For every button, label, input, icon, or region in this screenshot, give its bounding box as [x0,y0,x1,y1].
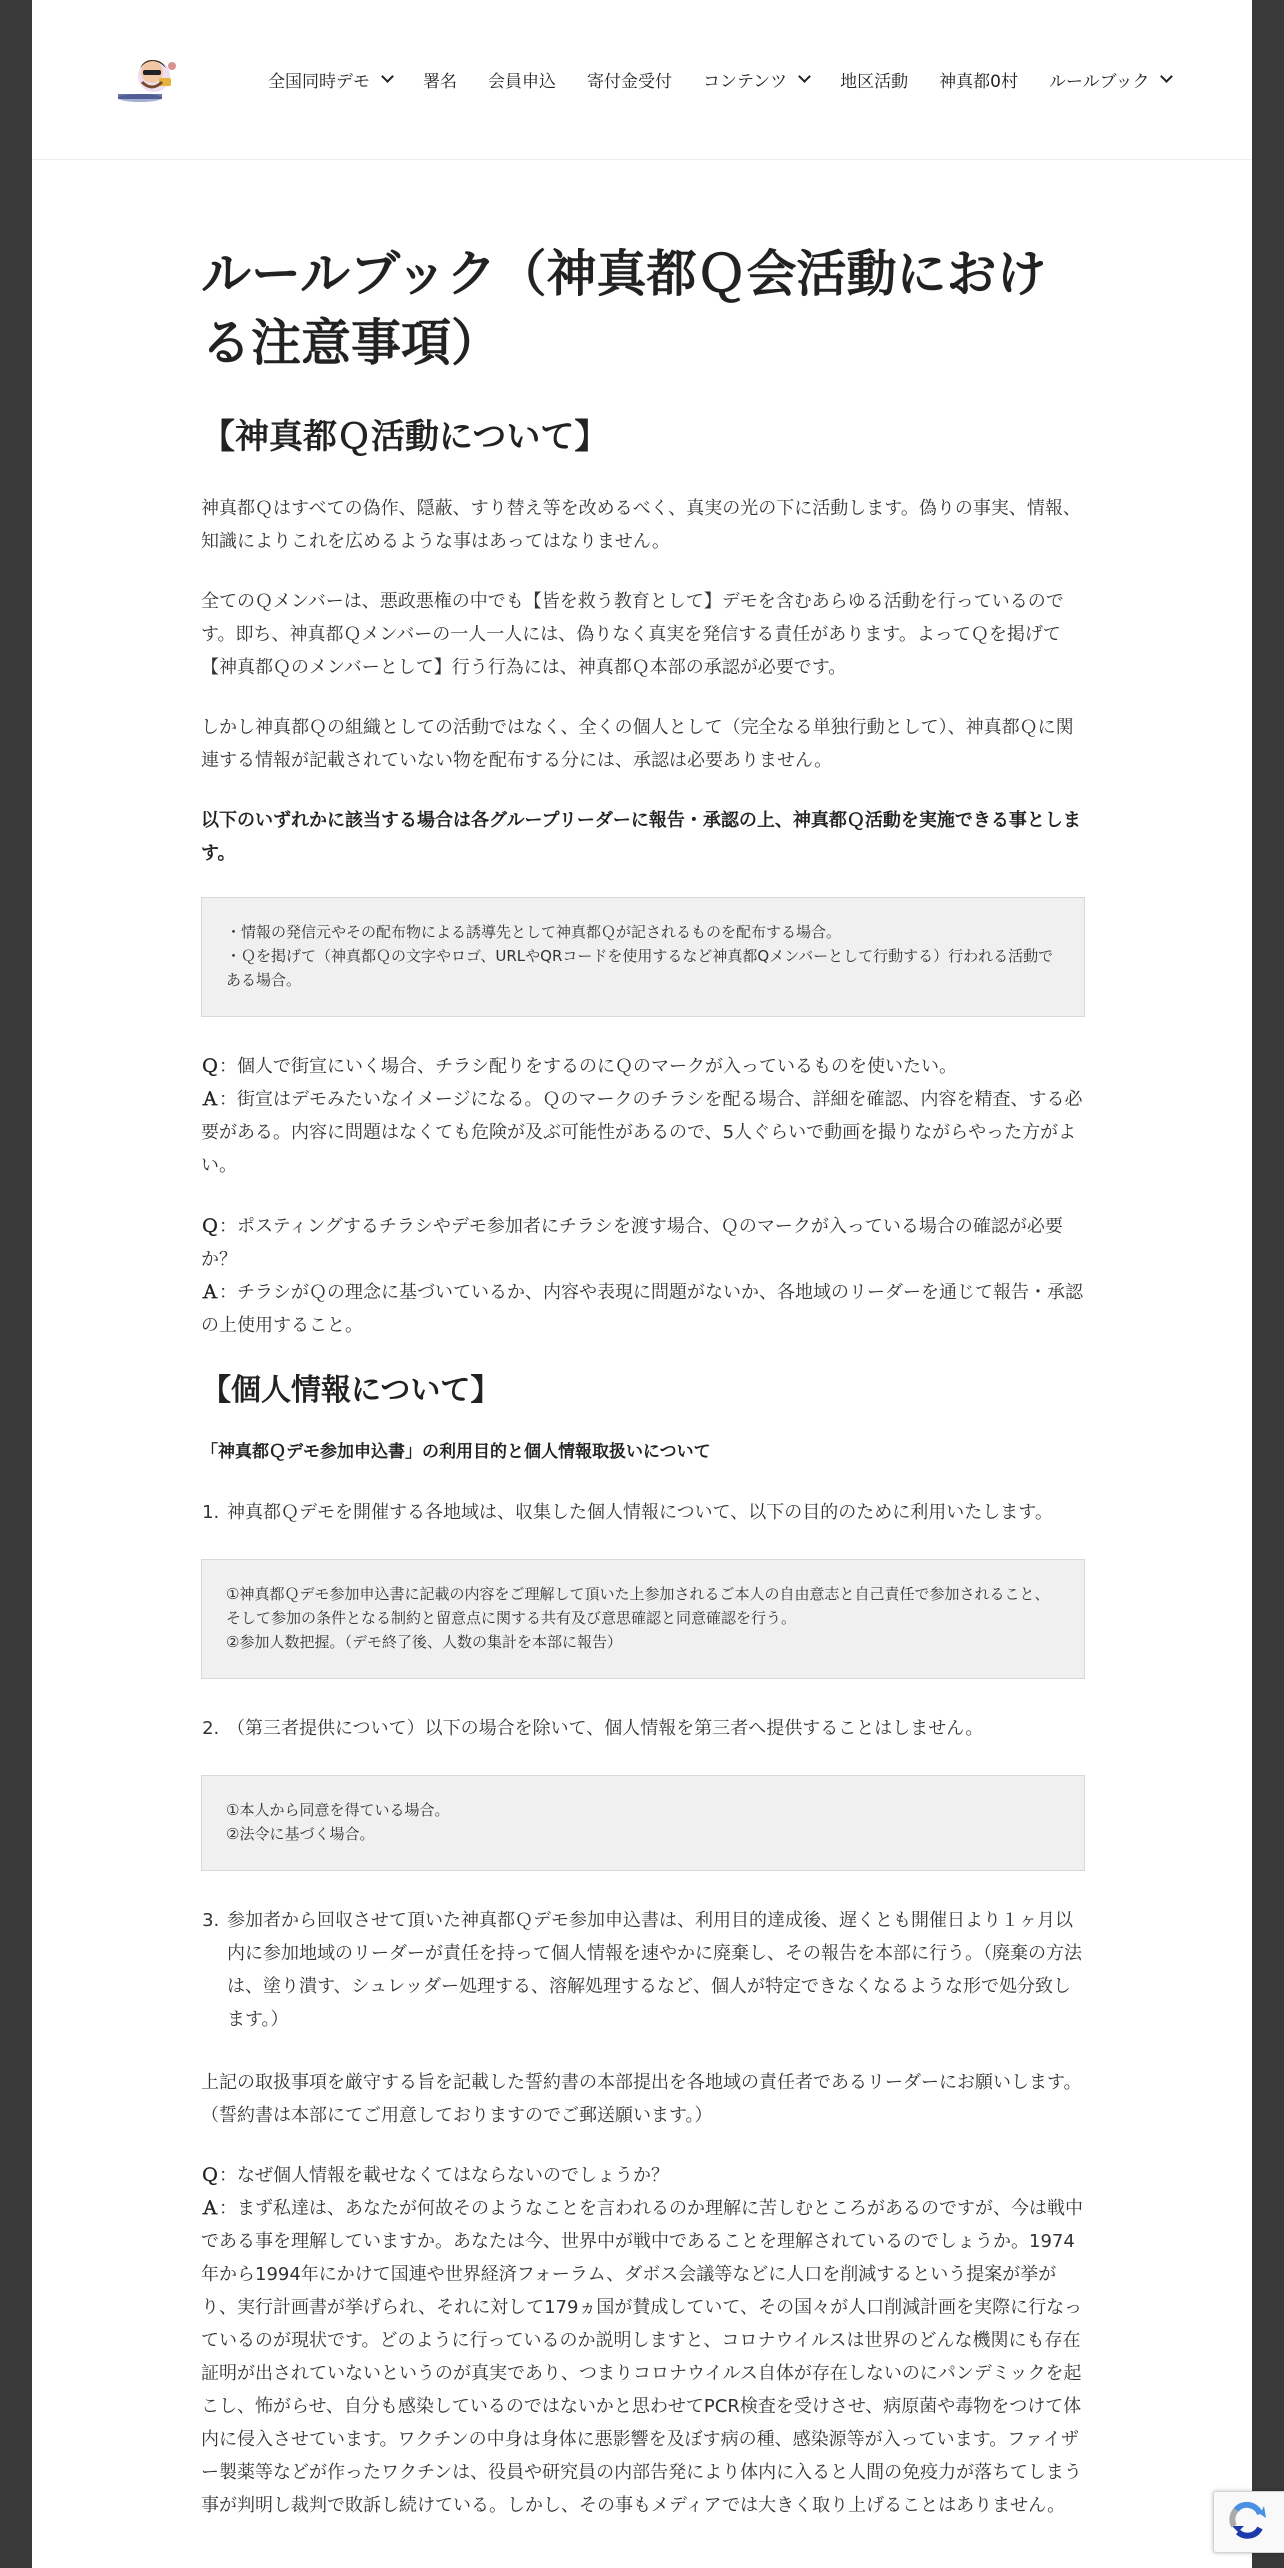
paragraph: しかし神真都Ｑの組織としての活動ではなく、全くの個人として（完全なる単独行動として）、神真都Ｑに関連する情報が記載されていない物を配布する分には、承認は必要ありません。 [201,716,1074,771]
nav-item-label: 署名 [423,71,457,92]
a-label: Ａ [201,2197,219,2219]
nav-item-label: ルールブック [1048,71,1150,92]
nav-item-rulebook[interactable] [1049,67,1171,92]
answer-text: ：街宣はデモみたいなイメージになる。Ｑのマークのチラシを配る場合、詳細を確認、内容を精査、する必要がある。内容に問題はなくても危険が及ぶ可能性があるので、5人ぐらいで動画を撮りながらやった方がよい。 [201,1088,1083,1176]
qa-block [201,1210,1085,1342]
answer [201,1276,1085,1342]
nav-item-label: 全国同時デモ [268,71,370,92]
answer [201,2192,1085,2522]
chevron-down-icon [1161,70,1174,83]
nav-item-label: 寄付金受付 [587,71,672,92]
recaptcha-icon [1214,2492,1284,2552]
nav-item-regional-activity[interactable] [840,67,908,92]
nav-item-label: コンテンツ [703,71,788,92]
q-label: Ｑ [201,1215,219,1237]
nav-item-donation[interactable] [587,67,672,92]
question [201,1050,1085,1083]
qa-block [201,1050,1085,1182]
paragraph: 全てのＱメンバーは、悪政悪権の中でも【皆を救う教育として】デモを含むあらゆる活動を行っているのです。即ち、神真都Ｑメンバーの一人一人には、偽りなく真実を発信する責任があります。よってＱを掲げて【神真都Ｑのメンバーとして】行う行為には、神真都Ｑ本部の承認が必要です。 [201,590,1064,678]
main-nav [268,64,1171,94]
logo-emblem-icon [112,48,192,108]
bold-lead-paragraph: 「神真都Ｑデモ参加申込書」の利用目的と個人情報取扱いについて [201,1441,711,1462]
section-heading-privacy: 【個人情報について】 [201,1372,501,1408]
question-text: ：なぜ個人情報を載せなくてはならないのでしょうか？ [219,2164,669,2186]
note-line: ・情報の発信元やその配布物による誘導先として神真都Ｑが記されるものを配布する場合。 [226,922,842,941]
list-item: 1. 神真都Ｑデモを開催する各地域は、収集した個人情報について、以下の目的のために利用いたします。 [225,1496,1085,1529]
nav-item-label: 地区活動 [840,71,909,92]
a-label: Ａ [201,1088,219,1110]
nav-item-nationwide-demo[interactable] [268,67,392,92]
note-line: ②法令に基づく場合。 [226,1824,375,1843]
qa-block [201,2159,1085,2522]
bold-lead-paragraph: 以下のいずれかに該当する場合は各グループリーダーに報告・承認の上、神真都Ｑ活動を実施できる事とします。 [201,809,1081,864]
page [32,0,1252,2568]
a-label: Ａ [201,1281,219,1303]
question-text: ：個人で街宣にいく場合、チラシ配りをするのにＱのマークが入っているものを使いたい。 [219,1055,957,1077]
privacy-list [201,1712,1085,1745]
list-item: 2. （第三者提供について）以下の場合を除いて、個人情報を第三者へ提供することはしません。 [225,1712,1085,1745]
page-title: ルールブック（神真都Ｑ会活動における注意事項） [201,245,1047,372]
chevron-down-icon [381,70,394,83]
note-box-third-party [201,1775,1085,1871]
nav-item-signature[interactable] [423,67,457,92]
question [201,1210,1085,1276]
note-line: ・Ｑを掲げて（神真都Ｑの文字やロゴ、URLやQRコードを使用するなど神真都Qメンバーとして行動する）行われる活動である場合。 [226,946,1054,989]
paragraph: 神真都Ｑはすべての偽作、隠蔽、すり替え等を改めるべく、真実の光の下に活動します。偽りの事実、情報、知識によりこれを広めるような事はあってはなりません。 [201,497,1081,552]
answer-text: ：まず私達は、あなたが何故そのようなことを言われるのか理解に苦しむところがあるのですが、今は戦中である事を理解していますか。あなたは今、世界中が戦中であることを理解されているのでしょうか。1974年から1994年にかけて国連や世界経済フォーラム、ダボス会議等などに人口を削減するという提案が挙がり、実行計画書が挙げられ、それに対して179ヵ国が賛成していて、その国々が人口削減計画を実際に行なっているのが現状です。どのように行っているのか説明しますと、コロナウイルスは世界のどんな機関にも存在証明が出されていないというのが真実であり、つまりコロナウイルス自体が存在しないのにパンデミックを起こし、怖がらせ、自分も感染しているのではないかと思わせてPCR検査を受けさせ、病原菌や毒物をつけて体内に侵入させています。ワクチンの中身は身体に悪影響を及ぼす病の種、感染源等が入っています。ファイザー製薬等などが作ったワクチンは、役員や研究員の内部告発により体内に入ると人間の免疫力が落ちてしまう事が判明し裁判で敗訴し続けている。しかし、その事もメディアでは大きく取り上げることはありません。 [201,2197,1083,2516]
article [201,240,1085,2550]
privacy-list [201,1904,1085,2036]
note-box-purpose [201,1559,1085,1679]
nav-item-contents[interactable] [703,67,809,92]
q-label: Ｑ [201,1055,219,1077]
section-heading-activity: 【神真都Ｑ活動について】 [201,417,609,457]
question [201,2159,1085,2192]
q-label: Ｑ [201,2164,219,2186]
nav-item-label: 神真都0村 [939,71,1018,92]
nav-item-village[interactable] [939,67,1018,92]
answer [201,1083,1085,1182]
note-line: ①本人から同意を得ている場合。 [226,1800,450,1819]
paragraph: 上記の取扱事項を厳守する旨を記載した誓約書の本部提出を各地域の責任者であるリーダーにお願いします。（誓約書は本部にてご用意しておりますのでご郵送願います。） [201,2071,1082,2126]
nav-item-label: 会員申込 [488,71,556,92]
note-line: ①神真都Ｑデモ参加申込書に記載の内容をご理解して頂いた上参加されるご本人の自由意志と自己責任で参加されること、そして参加の条件となる制約と留意点に関する共有及び意思確認と同意確認を行う。 [226,1584,1050,1627]
note-box-conditions [201,897,1085,1017]
recaptcha-badge[interactable] [1213,2491,1284,2553]
site-logo[interactable] [112,48,192,108]
site-header [32,0,1252,160]
question-text: ：ポスティングするチラシやデモ参加者にチラシを渡す場合、Ｑのマークが入っている場合の確認が必要か？ [201,1215,1063,1270]
privacy-list [201,1496,1085,1529]
list-item: 3. 参加者から回収させて頂いた神真都Ｑデモ参加申込書は、利用目的達成後、遅くとも開催日より１ヶ月以内に参加地域のリーダーが責任を持って個人情報を速やかに廃棄し、その報告を本部に行う。（廃棄の方法は、塗り潰す、シュレッダー処理する、溶解処理するなど、個人が特定できなくなるような形で処分致します。） [225,1904,1085,2036]
answer-text: ：チラシがＱの理念に基づいているか、内容や表現に問題がないか、各地域のリーダーを通じて報告・承認の上使用すること。 [201,1281,1083,1336]
nav-item-membership[interactable] [488,67,556,92]
note-line: ②参加人数把握。（デモ終了後、人数の集計を本部に報告） [226,1632,622,1651]
chevron-down-icon [798,70,811,83]
